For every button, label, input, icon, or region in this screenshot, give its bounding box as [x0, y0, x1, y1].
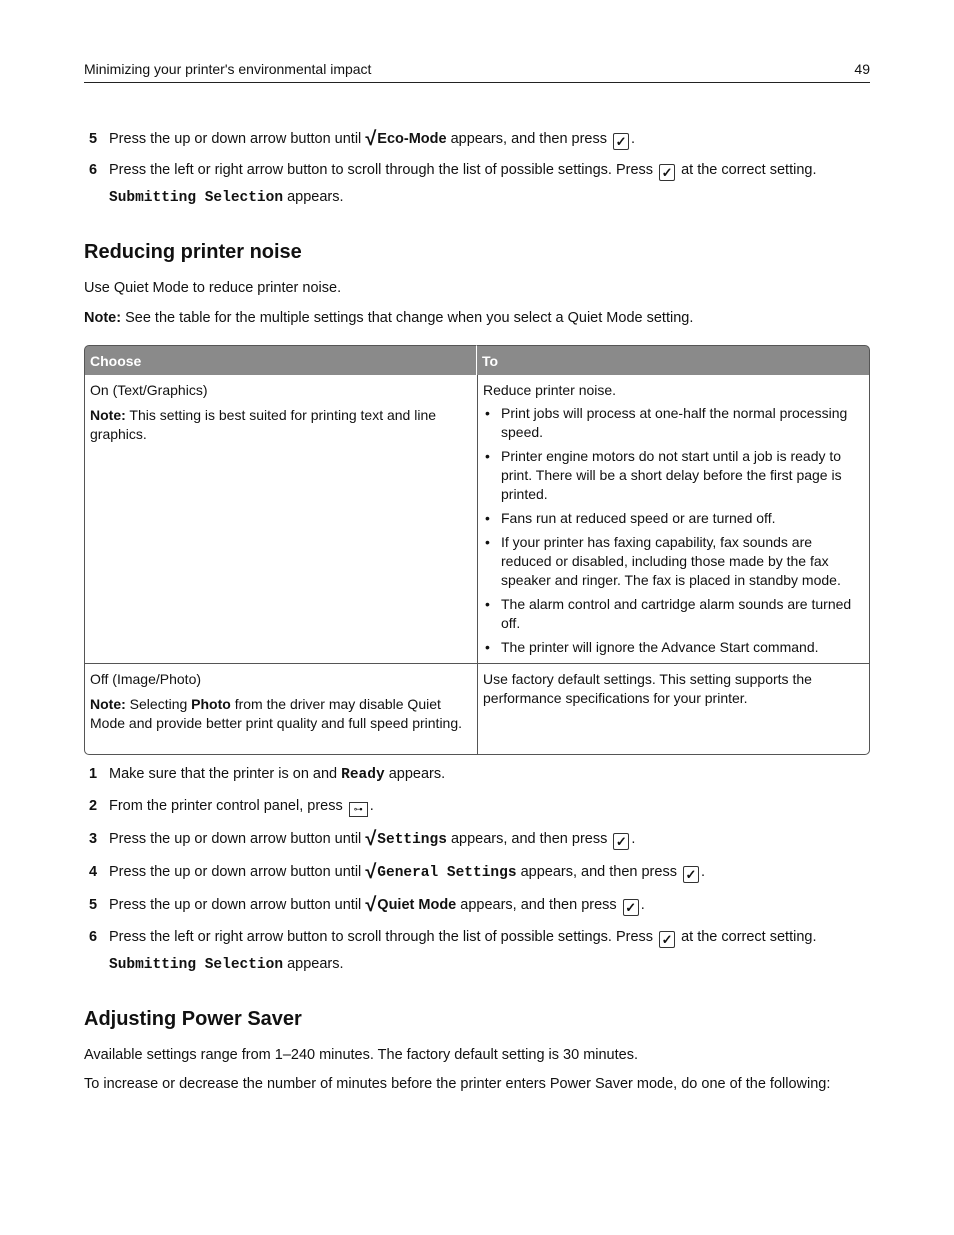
choice-label: On (Text/Graphics): [90, 382, 208, 398]
section-heading-noise: Reducing printer noise: [84, 241, 302, 263]
note-label: Note:: [84, 310, 122, 326]
list-item: • Print jobs will process at one-half the normal processing speed.: [501, 404, 864, 442]
note-text: This setting is best suited for printing text and line graphics.: [90, 407, 437, 442]
table-row: [84, 664, 870, 755]
step-text-pre: Make sure that the printer is on and: [109, 766, 338, 782]
note-label: Note:: [90, 696, 126, 712]
step-text-post: at the correct setting.: [681, 929, 817, 945]
running-header: [84, 60, 870, 83]
step-number: 1: [89, 766, 98, 782]
table-header-row: [84, 345, 870, 375]
step-text: [109, 160, 869, 181]
check-box-icon: ✓: [659, 164, 675, 181]
step-number: 5: [89, 131, 98, 147]
step-text: [109, 927, 869, 948]
step-result: [109, 954, 344, 975]
table-cell-choose: [84, 375, 477, 664]
step-text-pre: From the printer control panel, press: [109, 798, 343, 814]
step-text-end: .: [369, 798, 374, 814]
step-text: [109, 862, 869, 883]
list-item: • The printer will ignore the Advance Start command.: [501, 638, 864, 657]
menu-item-name: Eco-Mode: [377, 131, 447, 147]
section-note: [84, 308, 874, 328]
note-bold: Photo: [191, 696, 231, 712]
quiet-mode-table: [84, 345, 870, 755]
cell-note: [90, 406, 472, 444]
step-text-post: at the correct setting.: [681, 162, 817, 178]
note-text: See the table for the multiple settings that change when you select a Quiet Mode setting.: [125, 310, 694, 326]
step-text: [109, 895, 869, 916]
step-text-pre: Press the left or right arrow button to scroll through the list of possible settings. Press: [109, 162, 654, 178]
check-box-icon: ✓: [613, 833, 629, 850]
display-message: Submitting Selection: [109, 957, 284, 973]
step-number: 6: [89, 929, 98, 945]
step-text-end: .: [640, 897, 645, 913]
page-number: 49: [854, 61, 870, 77]
menu-item-name: General Settings: [377, 865, 517, 881]
step-text-end: .: [631, 131, 636, 147]
table-cell-choose: [84, 664, 477, 755]
step-text: [109, 829, 869, 850]
effects-list: [483, 404, 864, 657]
tick-icon: √: [365, 128, 377, 150]
display-message: Ready: [341, 767, 385, 783]
section-paragraph: To increase or decrease the number of minutes before the printer enters Power Saver mode, do one of the following:: [84, 1076, 831, 1092]
choice-label: Off (Image/Photo): [90, 671, 202, 687]
note-label: Note:: [90, 407, 126, 423]
table-cell-to: [477, 664, 870, 755]
step-number: 3: [89, 831, 98, 847]
step-result: [109, 187, 344, 208]
step-number: 4: [89, 864, 98, 880]
step-text-end: .: [700, 864, 706, 880]
tick-icon: √: [365, 828, 377, 850]
step-text-post: appears, and then press: [460, 897, 617, 913]
step-text-pre: Press the left or right arrow button to scroll through the list of possible settings. Press: [109, 929, 654, 945]
cell-note: [90, 695, 472, 733]
result-text: appears.: [287, 956, 344, 972]
header-title: Minimizing your printer's environmental impact: [84, 61, 372, 77]
step-text: [109, 764, 869, 785]
step-text-pre: Press the up or down arrow button until: [109, 131, 362, 147]
step-number: 2: [89, 798, 98, 814]
result-text: appears.: [287, 189, 344, 205]
step-number: 5: [89, 897, 98, 913]
step-text: [109, 129, 869, 150]
display-message: Submitting Selection: [109, 190, 284, 206]
column-header-choose: Choose: [84, 345, 477, 375]
tick-icon: √: [365, 861, 377, 883]
section-paragraph: Available settings range from 1–240 minutes. The factory default setting is 30 minutes.: [84, 1047, 638, 1063]
note-text-post: from the driver may disable Quiet Mode and provide better print quality and full speed printing.: [90, 696, 463, 731]
table-cell-to: [477, 375, 870, 664]
table-row: [84, 375, 870, 664]
menu-item-name: Settings: [377, 832, 447, 848]
step-text-post: appears, and then press: [450, 831, 608, 847]
step-text-post: appears, and then press: [450, 131, 607, 147]
tick-icon: √: [365, 894, 377, 916]
list-item: • If your printer has faxing capability, fax sounds are reduced or disabled, including those made by the fax speaker and ringer. The fax is placed in standby mode.: [501, 533, 864, 590]
step-text-pre: Press the up or down arrow button until: [109, 831, 362, 847]
step-text-pre: Press the up or down arrow button until: [109, 897, 362, 913]
step-number: 6: [89, 162, 98, 178]
menu-key-icon: ⊶: [349, 802, 368, 817]
step-text-post: appears, and then press: [520, 864, 677, 880]
list-item: • Fans run at reduced speed or are turned off.: [501, 509, 864, 528]
check-box-icon: ✓: [613, 133, 629, 150]
note-text-pre: Selecting: [129, 696, 188, 712]
cell-text: Use factory default settings. This setting supports the performance specifications for your printer.: [483, 671, 812, 706]
cell-intro: Reduce printer noise.: [483, 382, 617, 398]
step-text-end: .: [631, 831, 636, 847]
list-item: • The alarm control and cartridge alarm sounds are turned off.: [501, 595, 864, 633]
section-intro: Use Quiet Mode to reduce printer noise.: [84, 280, 342, 296]
step-text-pre: Press the up or down arrow button until: [109, 864, 362, 880]
section-heading-power-saver: Adjusting Power Saver: [84, 1008, 302, 1030]
menu-item-name: Quiet Mode: [377, 897, 457, 913]
column-header-to: To: [477, 345, 870, 375]
check-box-icon: ✓: [659, 931, 675, 948]
step-text-post: appears.: [388, 766, 446, 782]
list-item: • Printer engine motors do not start until a job is ready to print. There will be a short delay before the first page is printed.: [501, 447, 864, 504]
check-box-icon: ✓: [623, 899, 639, 916]
check-box-icon: ✓: [683, 866, 699, 883]
step-text: [109, 796, 869, 817]
